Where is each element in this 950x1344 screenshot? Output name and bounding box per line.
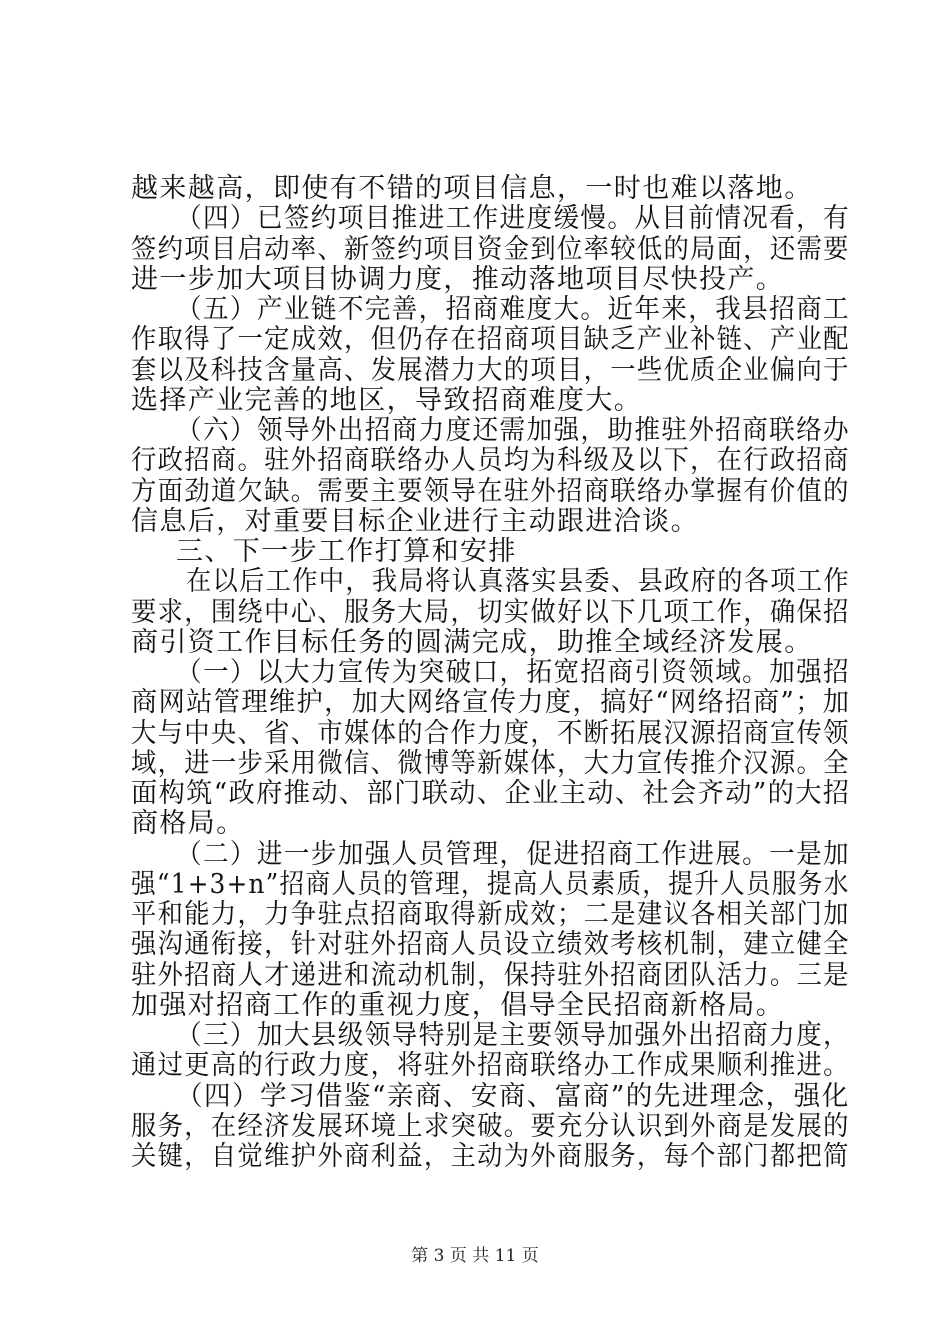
text-line: 在以后工作中，我局将认真落实县委、县政府的各项工作 — [186, 566, 850, 597]
text-line: 选择产业完善的地区，导致招商难度大。 — [131, 385, 643, 416]
text-line: 服务，在经济发展环境上求突破。要充分认识到外商是发展的 — [131, 1111, 850, 1142]
text-line: 商网站管理维护，加大网络宣传力度，搞好“网络招商”；加 — [131, 687, 851, 718]
text-line: 加强对招商工作的重视力度，倡导全民招商新格局。 — [131, 990, 785, 1021]
text-line: 强沟通衔接，针对驻外招商人员设立绩效考核机制，建立健全 — [131, 929, 850, 960]
text-line: 平和能力，力争驻点招商取得新成效；二是建议各相关部门加 — [131, 899, 850, 930]
text-line: （四）学习借鉴“亲商、安商、富商”的先进理念，强化 — [176, 1081, 850, 1112]
text-line: 通过更高的行政力度，将驻外招商联络办工作成果顺利推进。 — [131, 1050, 850, 1081]
text-line: 驻外招商人才递进和流动机制，保持驻外招商团队活力。三是 — [131, 960, 850, 991]
text-line: 方面劲道欠缺。需要主要领导在驻外招商联络办掌握有价值的 — [131, 476, 850, 507]
text-line: 行政招商。驻外招商联络办人员均为科级及以下，在行政招商 — [131, 445, 850, 476]
text-line: 大与中央、省、市媒体的合作力度，不断拓展汉源招商宣传领 — [131, 718, 850, 749]
text-line: 套以及科技含量高、发展潜力大的项目，一些优质企业偏向于 — [131, 355, 850, 386]
text-line: 要求，围绕中心、服务大局，切实做好以下几项工作，确保招 — [131, 597, 850, 628]
text-line: 进一步加大项目协调力度，推动落地项目尽快投产。 — [131, 264, 785, 295]
text-line: （六）领导外出招商力度还需加强，助推驻外招商联络办 — [176, 415, 851, 446]
text-line: 签约项目启动率、新签约项目资金到位率较低的局面，还需要 — [131, 234, 850, 265]
text-line: （五）产业链不完善，招商难度大。近年来，我县招商工 — [176, 294, 851, 325]
text-line: 关键，自觉维护外商利益，主动为外商服务，每个部门都把简 — [131, 1141, 850, 1172]
text-line: 面构筑“政府推动、部门联动、企业主动、社会齐动”的大招 — [131, 778, 851, 809]
text-line: （二）进一步加强人员管理，促进招商工作进展。一是加 — [176, 839, 851, 870]
section-heading: 三、下一步工作打算和安排 — [176, 536, 517, 567]
text-line: （一）以大力宣传为突破口，拓宽招商引资领域。加强招 — [176, 657, 851, 688]
text-line: 作取得了一定成效，但仍存在招商项目缺乏产业补链、产业配 — [131, 324, 850, 355]
text-line: （三）加大县级领导特别是主要领导加强外出招商力度， — [176, 1020, 851, 1051]
text-line: （四）已签约项目推进工作进度缓慢。从目前情况看，有 — [176, 203, 851, 234]
page-footer: 第 3 页 共 11 页 — [411, 1246, 539, 1266]
text-line: 域，进一步采用微信、微博等新媒体，大力宣传推介汉源。全 — [131, 748, 850, 779]
text-line: 越来越高，即使有不错的项目信息，一时也难以落地。 — [131, 173, 813, 204]
text-line: 强“1+3+n”招商人员的管理，提高人员素质，提升人员服务水 — [131, 869, 850, 900]
text-line: 信息后，对重要目标企业进行主动跟进洽谈。 — [131, 506, 699, 537]
text-line: 商引资工作目标任务的圆满完成，助推全域经济发展。 — [131, 627, 813, 658]
text-line: 商格局。 — [131, 808, 245, 839]
